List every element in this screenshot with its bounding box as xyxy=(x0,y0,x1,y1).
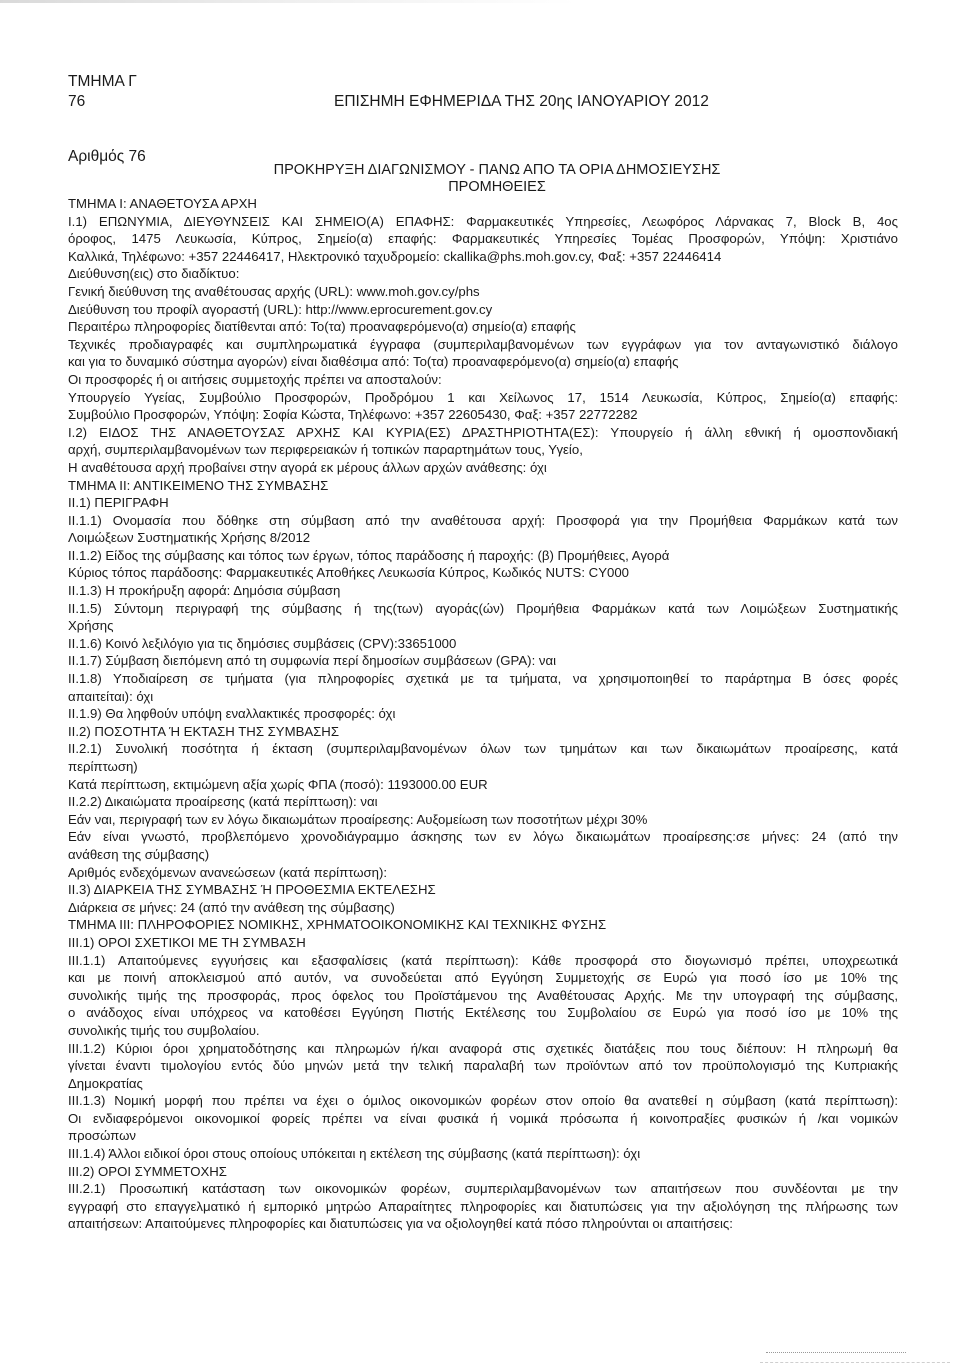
page-header xyxy=(68,72,898,112)
body-line: ΙΙΙ.2) ΟΡΟΙ ΣΥΜΜΕΤΟΧΗΣ xyxy=(68,1163,227,1179)
body-line: ΙΙ.1.2) Είδος της σύμβασης και τόπος των έργων, τόπος παράδοσης ή παροχής: (β) Προμήθειες, Αγορά xyxy=(68,547,670,563)
body-line: ΙΙΙ.2.1) Προσωπική κατάσταση των οικονομικών φορέων, συμπεριλαμβανομένων των απαιτήσεων που συνδέονται με την xyxy=(68,1181,898,1197)
body-line: ΙΙ.1.5) Σύντομη περιγραφή της σύμβασης ή της(των) αγοράς(ών) Προμήθεια Φαρμάκων κατά των Λοιμώξεων Συστηματικής xyxy=(68,600,898,616)
body-line: όροφος, 1475 Λευκωσία, Κύπρος, Σημείο(α) επαφής: Φαρμακευτικές Υπηρεσίες Τομέας Προσφορών, Υπόψη: Χριστιάνο xyxy=(68,231,898,247)
body-line: Συμβούλιο Προσφορών, Υπόψη: Σοφία Κώστα, Τηλέφωνο: +357 22605430, Φαξ: +357 22772282 xyxy=(68,407,638,423)
body-line: ανάθεση της σύμβασης) xyxy=(68,846,210,862)
body-line: Οι προσφορές ή οι αιτήσεις συμμετοχής πρέπει να αποσταλούν: xyxy=(68,371,442,387)
page-number: 76 xyxy=(68,93,86,110)
page-footer-rule xyxy=(766,1352,906,1353)
body-line: Ι.1) ΕΠΩΝΥΜΙΑ, ΔΙΕΥΘΥΝΣΕΙΣ ΚΑΙ ΣΗΜΕΙΟ(Α) ΕΠΑΦΗΣ: Φαρμακευτικές Υπηρεσίες, Λεωφόρος Λάρνακας 7, Block B, 4ος xyxy=(68,213,898,229)
body-line: Καλλικά, Τηλέφωνο: +357 22446417, Ηλεκτρονικό ταχυδρομείο: ckallika@phs.moh.gov.cy, Φαξ: +357 22446414 xyxy=(68,248,722,264)
body-line: αρχή, συμπεριλαμβανομένων των περιφερειακών ή τοπικών παραρτημάτων τους, Υγείο, xyxy=(68,442,583,458)
body-line: ο ανάδοχος είναι υπόχρεος να κατοθέσει Εγγύηση Πιστής Εκτέλεσης του Συμβολαίου σε Ευρώ για ποσό ίσο με 10% της xyxy=(68,1005,898,1021)
body-line: ΙΙ.2.2) Δικαιώματα προαίρεσης (κατά περίπτωση): ναι xyxy=(68,794,378,810)
header-row xyxy=(68,92,898,112)
body-line: απαιτείται): όχι xyxy=(68,688,154,704)
notice-number: Αριθμός 76 xyxy=(68,148,146,165)
body-line: ΙΙ.1.8) Υποδιαίρεση σε τμήματα (για πληροφορίες σχετικά με τα τμήματα, να χρησιμοποιηθεί το παράρτημα Β όσες φορές xyxy=(68,671,898,687)
scan-edge-top xyxy=(0,0,960,3)
body-line: ΙΙΙ.1.3) Νομική μορφή που πρέπει να έχει ο όμιλος οικονομικών φορέων στον οποίο θα ανατεθεί η σύμβαση (κατά περίπτωση): xyxy=(68,1093,898,1109)
body-line: Λοιμώξεων Συστηματικής Χρήσης 8/2012 xyxy=(68,530,311,546)
body-line: ΙΙ.3) ΔΙΑΡΚΕΙΑ ΤΗΣ ΣΥΜΒΑΣΗΣ Ή ΠΡΟΘΕΣΜΙΑ ΕΚΤΕΛΕΣΗΣ xyxy=(68,882,436,898)
gazette-title: ΕΠΙΣΗΜΗ ΕΦΗΜΕΡΙΔΑ ΤΗΣ 20ης ΙΑΝΟΥΑΡΙΟΥ 2012 xyxy=(334,93,709,110)
notice-title xyxy=(227,162,767,196)
body-line: Υπουργείο Υγείας, Συμβούλιο Προσφορών, Προδρόμου 1 και Χείλωνος 17, 1514 Λευκωσία, Κύπρος, Σημείο(α) επαφής: xyxy=(68,389,898,405)
body-line: συνολικής τιμής της προσφοράς, προς όφελος του Προϊστάμενου της Αναθέτουσας Αρχής. Με την υπογραφή της σύμβασης, xyxy=(68,987,898,1003)
body-line: ΙΙΙ.1.1) Απαιτούμενες εγγυήσεις και εξασφαλίσεις (κατά περίπτωση): Κάθε προσφορά στο διογωνισμό πρέπει, υποχρεωτικά xyxy=(68,952,898,968)
body-line: ΙΙ.1.6) Κοινό λεξιλόγιο για τις δημόσιες συμβάσεις (CPV):33651000 xyxy=(68,635,457,651)
body-line: Η αναθέτουσα αρχή προβαίνει στην αγορά εκ μέρους άλλων αρχών ανάθεσης: όχι xyxy=(68,459,547,475)
body-line: ΙΙΙ.1.4) Άλλοι ειδικοί όροι στους οποίους υπόκειται η εκτέλεση της σύμβασης (κατά περίπτωση): όχι xyxy=(68,1146,641,1162)
body-line: Ι.2) ΕΙΔΟΣ ΤΗΣ ΑΝΑΘΕΤΟΥΣΑΣ ΑΡΧΗΣ ΚΑΙ ΚΥΡΙΑ(ΕΣ) ΔΡΑΣΤΗΡΙΟΤΗΤΑ(ΕΣ): Υπουργείο ή άλλη εθνική ή ομοσπονδιακή xyxy=(68,424,898,440)
body-line: Αριθμός ενδεχόμενων ανανεώσεων (κατά περίπτωση): xyxy=(68,864,388,880)
body-line: ΙΙ.1.7) Σύμβαση διεπόμενη από τη συμφωνία περί δημοσίων συμβάσεων (GPA): ναι xyxy=(68,653,557,669)
body-line: ΙΙ.2.1) Συνολική ποσότητα ή έκταση (συμπεριλαμβανομένων όλων των τμημάτων και των δικαιωμάτων προαίρεσης, κατά xyxy=(68,741,898,757)
body-line: γίνεται έναντι τιμολογίου εντός δύο μηνών μετά την τελική παραλαβή των προϊόντων από τον προϋπολογισμό της Κυπριακής xyxy=(68,1058,898,1074)
body-line: ΙΙ.1.9) Θα ληφθούν υπόψη εναλλακτικές προσφορές: όχι xyxy=(68,706,396,722)
body-line: εγγραφή στο επαγγελματικό ή εμπορικό μητρώο Απαραίτητες πληροφορίες και διατυπώσεις για την αξιολόγηση της πλήρωσης των xyxy=(68,1198,898,1214)
notice-title-line-2: ΠΡΟΜΗΘΕΙΕΣ xyxy=(448,179,546,195)
body-line: ΤΜΗΜΑ ΙΙ: ΑΝΤΙΚΕΙΜΕΝΟ ΤΗΣ ΣΥΜΒΑΣΗΣ xyxy=(68,477,329,493)
body-line: ΤΜΗΜΑ ΙΙΙ: ΠΛΗΡΟΦΟΡΙΕΣ ΝΟΜΙΚΗΣ, ΧΡΗΜΑΤΟΟΙΚΟΝΟΜΙΚΗΣ ΚΑΙ ΤΕΧΝΙΚΗΣ ΦΥΣΗΣ xyxy=(68,917,607,933)
body-line: Δημοκρατίας xyxy=(68,1075,143,1091)
body-line: περίπτωση) xyxy=(68,759,138,774)
body-line: Διεύθυνση(εις) στο διαδίκτυο: xyxy=(68,266,240,282)
body-line: Κύριος τόπος παράδοσης: Φαρμακευτικές Αποθήκες Λευκωσία Κύπρος, Κωδικός NUTS: CY000 xyxy=(68,565,629,581)
body-line: ΙΙ.1.3) Η προκήρυξη αφορά: Δημόσια σύμβαση xyxy=(68,583,341,599)
body-line: Γενική διεύθυνση της αναθέτουσας αρχής (URL): www.moh.gov.cy/phs xyxy=(68,283,480,299)
body-line: Οι ενδιαφερόμενοι οικονομικοί φορείς πρέπει να είναι φυσικά ή νομικά πρόσωπα ή κοινοπραξίες φυσικών ή /και νομικών xyxy=(68,1110,898,1126)
body-line: Τεχνικές προδιαγραφές και συμπληρωματικά έγγραφα (συμπεριλαμβανομένων των εγγράφων για τον ανταγωνιστικό διάλογο xyxy=(68,336,898,352)
body-line: απαιτήσεων: Απαιτούμενες πληροφορίες και διατυπώσεις για να οξιολογηθεί κατά πόσο πληρούνται οι απαιτήσεις: xyxy=(68,1216,733,1232)
body-line: ΙΙ.1.1) Ονομασία που δόθηκε στη σύμβαση από την αναθέτουσα αρχή: Προσφορά για την Προμήθεια Φαρμάκων κατά των xyxy=(68,512,898,528)
notice-body xyxy=(68,195,898,1233)
section-label: ΤΜΗΜΑ Γ xyxy=(68,73,137,90)
body-line: συνολικής τιμής του συμβολαίου. xyxy=(68,1022,260,1038)
body-line: Εάν ναι, περιγραφή των εν λόγω δικαιωμάτων προαίρεσης: Αυξομείωση των ποσοτήτων μέχρι 30% xyxy=(68,811,648,827)
body-line: ΤΜΗΜΑ Ι: ΑΝΑΘΕΤΟΥΣΑ ΑΡΧΗ xyxy=(68,196,257,211)
body-line: ΙΙ.2) ΠΟΣΟΤΗΤΑ Ή ΕΚΤΑΣΗ ΤΗΣ ΣΥΜΒΑΣΗΣ xyxy=(68,723,339,739)
body-line: ΙΙΙ.1.2) Κύριοι όροι χρηματοδότησης και πληρωμών ή/και αναφορά στις σχετικές διατάξεις που τους διέπουν: Η πληρωμή θα xyxy=(68,1040,898,1056)
body-line: προσώπων xyxy=(68,1128,136,1144)
body-line: Διάρκεια σε μήνες: 24 (από την ανάθεση της σύμβασης) xyxy=(68,899,395,915)
body-line: Κατά περίπτωση, εκτιμώμενη αξία χωρίς ΦΠΑ (ποσό): 1193000.00 EUR xyxy=(68,776,488,792)
body-line: και για το δυναμικό σύστημα αγορών) είναι διαθέσιμα από: Το(τα) προαναφερόμενο(α) σημείο(α) επαφής xyxy=(68,354,679,370)
body-line: και με ποινή αποκλεισμού από αυτόν, να συνοδεύεται από Εγγύηση Συμμετοχής σε Ευρώ για ποσό ίσο με 10% της xyxy=(68,970,898,986)
scan-edge-bottom xyxy=(760,1362,950,1365)
body-line: Εάν είναι γνωστό, προβλεπόμενο χρονοδιάγραμμο άσκησης των εν λόγω δικαιωμάτων προαίρεσης:σε μήνες: 24 (από την xyxy=(68,829,898,845)
notice-title-line-1: ΠΡΟΚΗΡΥΞΗ ΔΙΑΓΩΝΙΣΜΟΥ - ΠΑΝΩ ΑΠΟ ΤΑ ΟΡΙΑ ΔΗΜΟΣΙΕΥΣΗΣ xyxy=(273,162,721,178)
body-line: Χρήσης xyxy=(68,618,114,634)
body-line: ΙΙΙ.1) ΟΡΟΙ ΣΧΕΤΙΚΟΙ ΜΕ ΤΗ ΣΥΜΒΑΣΗ xyxy=(68,934,306,950)
body-line: Διεύθυνση του προφίλ αγοραστή (URL): http://www.eprocurement.gov.cy xyxy=(68,301,493,317)
body-line: Περαιτέρω πληροφορίες διατίθενται από: Το(τα) προαναφερόμενο(α) σημείο(α) επαφής xyxy=(68,319,576,335)
body-line: ΙΙ.1) ΠΕΡΙΓΡΑΦΗ xyxy=(68,495,169,511)
